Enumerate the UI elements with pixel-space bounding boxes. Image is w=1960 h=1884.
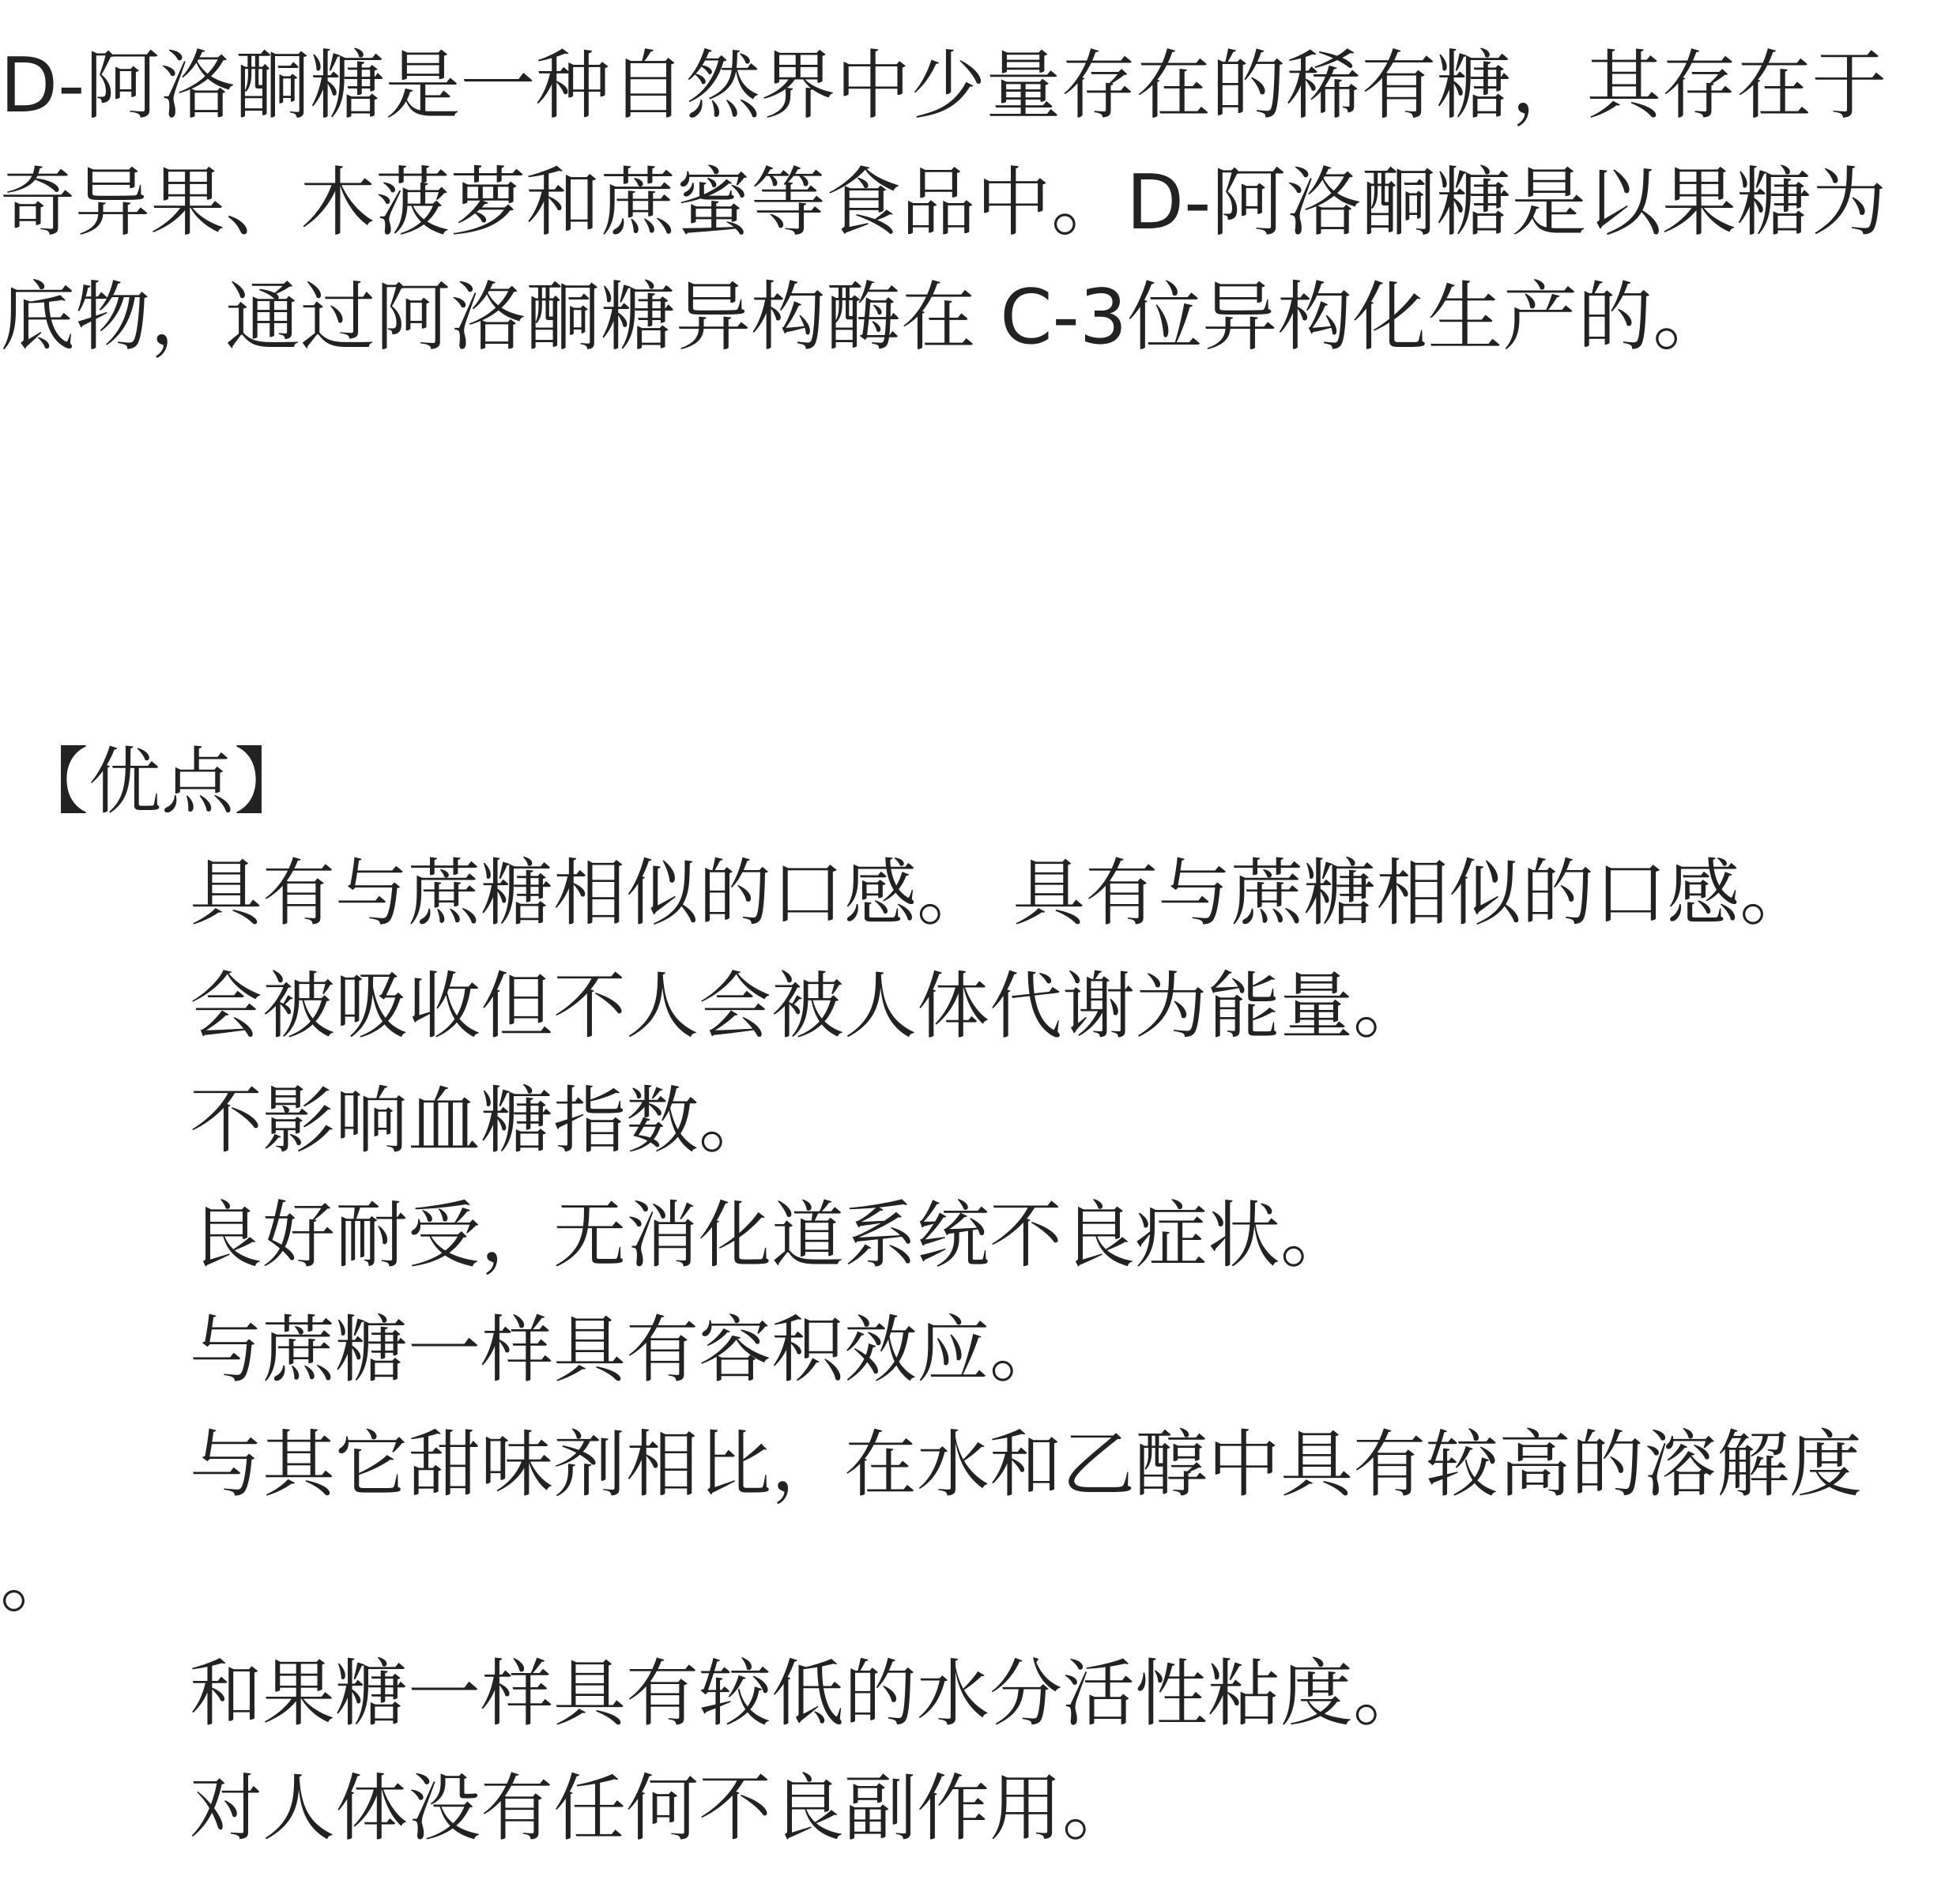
list-item: 具有与蔗糖相似的口感。 具有与蔗糖相似的口感。 [190, 851, 1813, 936]
intro-line-1: D-阿洛酮糖是一种自然界中少量存在的稀有糖，其存在于 [0, 43, 1887, 130]
list-item: 良好耐受，无消化道系统不良症状。 [190, 1193, 1354, 1278]
wrapped-period: 。 [0, 1535, 76, 1623]
intro-line-2: 奇异果、木菠萝和蔗蜜等食品中。D-阿洛酮糖是以果糖为 [0, 160, 1887, 247]
list-item: 与其它甜味剂相比，在水和乙醇中具有较高的溶解度 [190, 1422, 1863, 1507]
list-item: 对人体没有任何不良副作用。 [190, 1766, 1136, 1851]
list-item: 和果糖一样具有较低的水分活性粘度。 [190, 1652, 1427, 1736]
list-item: 不影响血糖指数。 [190, 1079, 772, 1163]
intro-line-3: 底物，通过阿洛酮糖异构酶在 C-3位异构化生产的。 [0, 274, 1728, 361]
advantages-heading: 【优点】 [16, 740, 307, 824]
list-item: 与蔗糖一样具有容积效应。 [190, 1308, 1063, 1392]
list-item: 会被吸收但不人会被人体代谢为能量。 [190, 964, 1427, 1049]
